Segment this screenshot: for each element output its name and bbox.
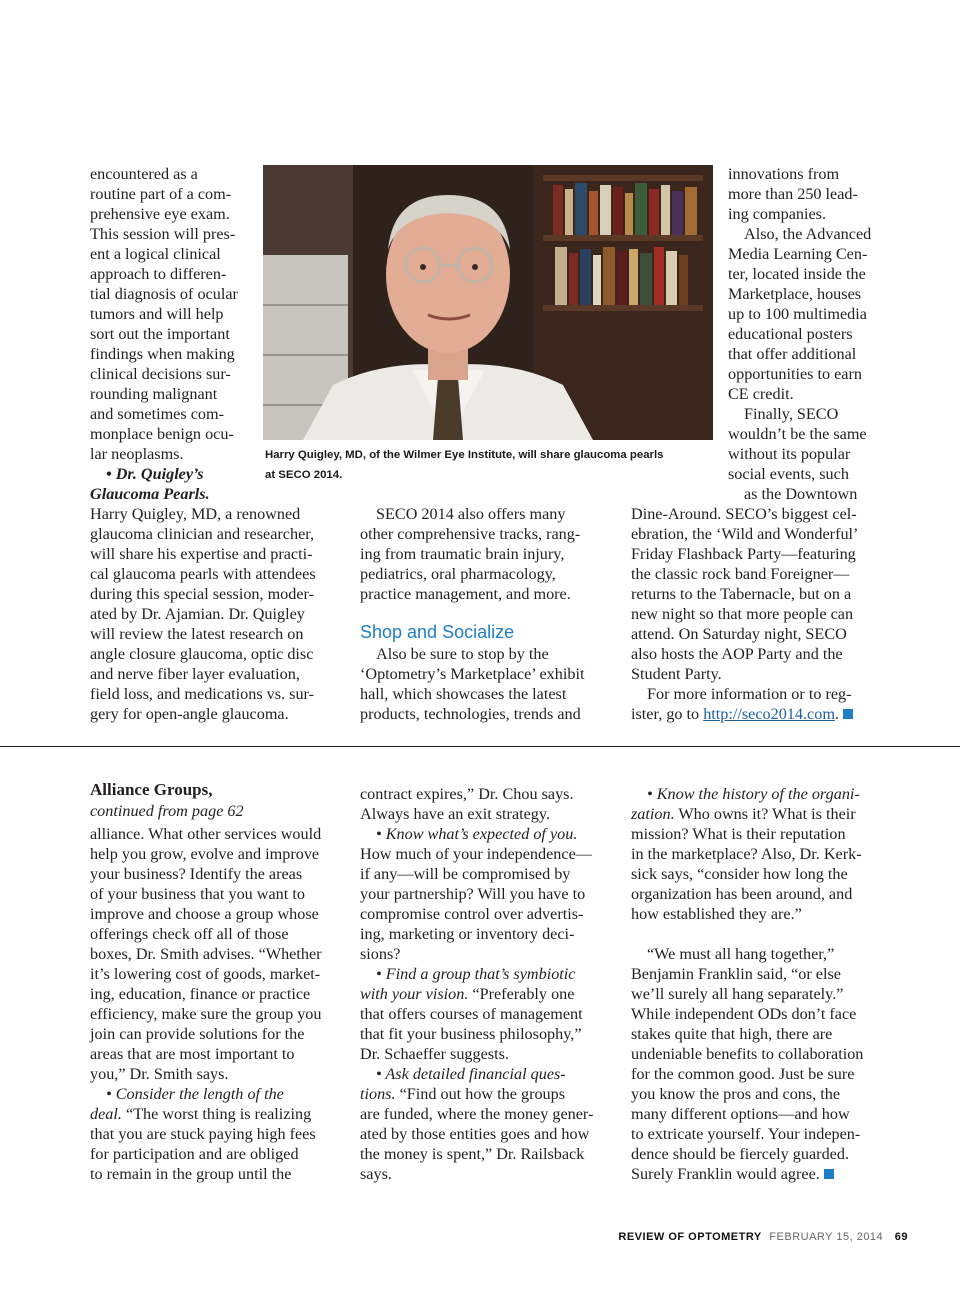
text-line: ing companies. [728,205,827,223]
text-span: “The worst thing is realizing [121,1105,312,1123]
text-line: organization has been around, and [631,885,853,903]
text-line: social events, such [728,465,849,483]
text-line: field loss, and medications vs. sur- [90,685,315,703]
bullet-heading: deal. [90,1105,122,1123]
alliance-title: Alliance Groups, [90,780,213,799]
bullet-heading: • Ask detailed financial ques- [376,1065,566,1083]
continued-from: continued from page 62 [90,802,244,820]
text-line: are funded, where the money gener- [360,1105,594,1123]
text-line: up to 100 multimedia [728,305,867,323]
bullet-heading: • Consider the length of the [106,1085,284,1103]
text-line: encountered as a [90,165,198,183]
text-line: you know the pros and cons, the [631,1085,841,1103]
text-line: the money is spent,” Dr. Railsback [360,1145,585,1163]
bullet-heading: with your vision. [360,985,469,1003]
text-line: tial diagnosis of ocular [90,285,238,303]
text-line: boxes, Dr. Smith advises. “Whether [90,945,322,963]
text-span: “Find out how the groups [395,1085,566,1103]
text-line: angle closure glaucoma, optic disc [90,645,314,663]
text-line: For more information or to reg- [647,685,852,703]
text-line: offerings check off all of those [90,925,289,943]
text-line: Dr. Schaeffer suggests. [360,1045,509,1063]
bullet-heading: • Find a group that’s symbiotic [376,965,576,983]
text-line: other comprehensive tracks, rang- [360,525,581,543]
register-prefix: ister, go to [631,705,704,723]
text-line: your business? Identify the areas [90,865,303,883]
text-line: how established they are.” [631,905,802,923]
section-divider [0,746,960,747]
text-line: practice management, and more. [360,585,571,603]
text-line [631,1164,834,1184]
text-line: clinical decisions sur- [90,365,231,383]
text-line: SECO 2014 also offers many [376,505,566,523]
text-line: sions? [360,945,401,963]
text-line: new night so that more people can [631,605,854,623]
text-span: Who owns it? What is their [674,805,856,823]
text-line: ated by those entities goes and how [360,1125,590,1143]
text-line: Benjamin Franklin said, “or else [631,965,841,983]
text-line: for participation and are obliged [90,1145,299,1163]
bullet-heading: • Know the history of the organi- [647,785,860,803]
text-line: it’s lowering cost of goods, market- [90,965,321,983]
text-line: pediatrics, oral pharmacology, [360,565,556,583]
text-line [360,1084,565,1104]
text-line: ing, marketing or inventory deci- [360,925,575,943]
text-line: Finally, SECO [744,405,839,423]
bullet-heading: • Know what’s expected of you. [376,825,578,843]
text-line: Dine-Around. SECO’s biggest cel- [631,505,857,523]
text-line: compromise control over advertis- [360,905,584,923]
text-line: improve and choose a group whose [90,905,319,923]
text-line: glaucoma clinician and researcher, [90,525,315,543]
end-square-icon [843,709,853,719]
text-line: more than 250 lead- [728,185,858,203]
bullet-heading: tions. [360,1085,396,1103]
photo-caption: at SECO 2014. [265,469,343,481]
text-line: says. [360,1165,392,1183]
text-line: findings when making [90,345,235,363]
text-line: How much of your independence— [360,845,592,863]
text-line: returns to the Tabernacle, but on a [631,585,852,603]
text-line: tumors and will help [90,305,224,323]
text-line: attend. On Saturday night, SECO [631,625,847,643]
text-line: rounding malignant [90,385,218,403]
text-line: as the Downtown [744,485,858,503]
text-line: dence should be fiercely guarded. [631,1145,849,1163]
page-number: 69 [894,1231,908,1243]
text-line: will share his expertise and practi- [90,545,313,563]
end-square-icon [824,1169,834,1179]
text-line: monplace benign ocu- [90,425,234,443]
text-line: the classic rock band Foreigner— [631,565,850,583]
text-line: Student Party. [631,665,722,683]
text-line [631,804,856,824]
text-line: in the marketplace? Also, Dr. Kerk- [631,845,862,863]
bullet-heading: Glaucoma Pearls. [90,485,210,503]
text-line: routine part of a com- [90,185,232,203]
text-line: ing, education, finance or practice [90,985,311,1003]
text-line: that offers courses of management [360,1005,583,1023]
text-line: that fit your business philosophy,” [360,1025,582,1043]
text-line: While independent ODs don’t face [631,1005,857,1023]
text-line: approach to differen- [90,265,227,283]
text-line: This session will pres- [90,225,236,243]
text-line: undeniable benefits to collaboration [631,1045,864,1063]
text-line: wouldn’t be the same [728,425,867,443]
text-line: to remain in the group until the [90,1165,292,1183]
text-line: ated by Dr. Ajamian. Dr. Quigley [90,605,305,623]
text-line: products, technologies, trends and [360,705,581,723]
text-line [360,984,574,1004]
text-line: help you grow, evolve and improve [90,845,320,863]
text-line: many different options—and how [631,1105,850,1123]
seco-website-link[interactable]: http://seco2014.com [703,705,835,723]
text-line: gery for open-angle glaucoma. [90,705,289,723]
text-line: ter, located inside the [728,265,866,283]
text-line: efficiency, make sure the group you [90,1005,322,1023]
text-line: prehensive eye exam. [90,205,230,223]
text-line: without its popular [728,445,851,463]
text-line: Always have an exit strategy. [360,805,550,823]
text-line: Also be sure to stop by the [376,645,549,663]
text-line: sick says, “consider how long the [631,865,848,883]
text-line: Also, the Advanced [744,225,872,243]
text-line: and nerve fiber layer evaluation, [90,665,300,683]
text-line: join can provide solutions for the [90,1025,305,1043]
text-line: cal glaucoma pearls with attendees [90,565,316,583]
text-line [90,1104,311,1124]
text-line: also hosts the AOP Party and the [631,645,843,663]
text-line: CE credit. [728,385,794,403]
register-line [631,704,853,724]
publication-name: REVIEW OF OPTOMETRY [618,1231,762,1243]
text-line: Harry Quigley, MD, a renowned [90,505,301,523]
text-line: lar neoplasms. [90,445,184,463]
text-line: sort out the important [90,325,230,343]
text-line: ent a logical clinical [90,245,221,263]
issue-date: FEBRUARY 15, 2014 [769,1231,884,1243]
text-line: you,” Dr. Smith says. [90,1065,229,1083]
page-footer [618,1231,908,1243]
text-line: opportunities to earn [728,365,862,383]
text-line: contract expires,” Dr. Chou says. [360,785,574,803]
text-line: educational posters [728,325,853,343]
text-line: stakes quite that high, there are [631,1025,833,1043]
text-line: and sometimes com- [90,405,224,423]
text-line: for the common good. Just be sure [631,1065,855,1083]
text-line: ebration, the ‘Wild and Wonderful’ [631,525,859,543]
text-line: areas that are most important to [90,1045,295,1063]
bullet-heading: • Dr. Quigley’s [106,465,204,483]
text-line: that you are stuck paying high fees [90,1125,316,1143]
photo-caption: Harry Quigley, MD, of the Wilmer Eye Institute, will share glaucoma pearls [265,449,664,461]
section-subhead: Shop and Socialize [360,622,515,642]
text-line: mission? What is their reputation [631,825,846,843]
bullet-heading: zation. [631,805,675,823]
text-line: Media Learning Cen- [728,245,868,263]
text-line: your partnership? Will you have to [360,885,586,903]
text-line: during this special session, moder- [90,585,315,603]
text-line: ing from traumatic brain injury, [360,545,565,563]
portrait-photo [263,165,713,440]
register-suffix: . [834,705,839,723]
text-line: of your business that you want to [90,885,305,903]
text-line: alliance. What other services would [90,825,322,843]
text-line: we’ll surely all hang separately.” [631,985,844,1003]
text-line: “We must all hang together,” [647,945,835,963]
text-line: will review the latest research on [90,625,304,643]
text-line: to extricate yourself. Your indepen- [631,1125,861,1143]
text-line: Friday Flashback Party—featuring [631,545,856,563]
text-span: Surely Franklin would agree. [631,1165,820,1183]
text-line: innovations from [728,165,840,183]
text-line: that offer additional [728,345,857,363]
text-line: if any—will be compromised by [360,865,571,883]
text-line: Marketplace, houses [728,285,862,303]
text-line: hall, which showcases the latest [360,685,567,703]
text-span: “Preferably one [468,985,575,1003]
text-line: ‘Optometry’s Marketplace’ exhibit [360,665,585,683]
